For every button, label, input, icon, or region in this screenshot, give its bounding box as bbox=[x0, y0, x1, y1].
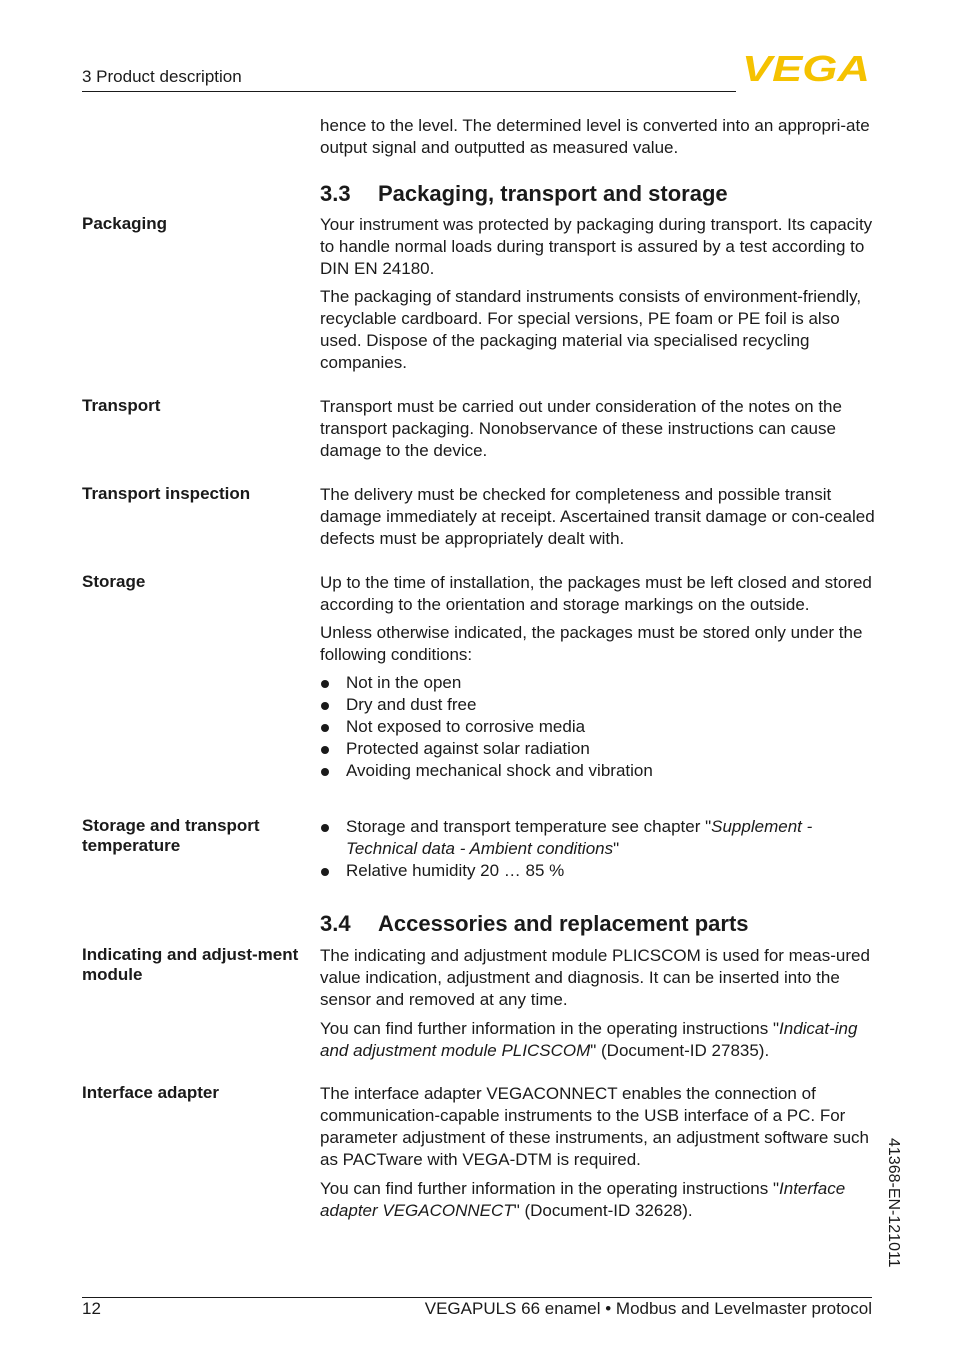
bullet-icon bbox=[321, 768, 329, 776]
running-header: 3 Product description bbox=[82, 67, 242, 86]
bullet-icon bbox=[321, 868, 329, 876]
adapter-text bbox=[320, 1083, 880, 1222]
section-title: Accessories and replacement parts bbox=[378, 911, 749, 936]
inspection-text: The delivery must be checked for completeness and possible transit damage immediately at receipt. Ascertained transit damage or con-cealed defects must be appropriately dealt with. bbox=[320, 485, 875, 548]
document-id: 41368-EN-121011 bbox=[885, 1138, 902, 1268]
footer-title: VEGAPULS 66 enamel • Modbus and Levelmaster protocol bbox=[424, 1299, 872, 1318]
section-heading-3-4 bbox=[320, 911, 749, 937]
margin-label-temperature: Storage and transport temperature bbox=[82, 816, 260, 855]
bullet-icon bbox=[321, 680, 329, 688]
list-item: Relative humidity 20 … 85 % bbox=[320, 860, 880, 882]
paragraph: The indicating and adjustment module PLICSCOM is used for meas-ured value indication, adjustment and diagnosis. It can be inserted into the sensor and removed at any time. bbox=[320, 946, 870, 1009]
paragraph: The interface adapter VEGACONNECT enables the connection of communication-capable instruments to the USB interface of a PC. For parameter adjustment of these instruments, an adjustment software such as PACTware with VEGA-DTM is required. bbox=[320, 1084, 869, 1169]
list-item: Not in the open bbox=[320, 672, 880, 694]
list-item: Storage and transport temperature see chapter "Supplement - Technical data - Ambient conditions" bbox=[320, 816, 880, 860]
intro-paragraph: hence to the level. The determined level is converted into an appropri-ate output signal and outputted as measured value. bbox=[320, 116, 870, 157]
paragraph: Your instrument was protected by packaging during transport. Its capacity to handle normal loads during transport is assured by a test according to DIN EN 24180. bbox=[320, 215, 873, 278]
list-item: Dry and dust free bbox=[320, 694, 880, 716]
temperature-list bbox=[320, 816, 880, 882]
margin-label-adapter: Interface adapter bbox=[82, 1083, 219, 1102]
page-number: 12 bbox=[82, 1299, 101, 1318]
list-item: Not exposed to corrosive media bbox=[320, 716, 880, 738]
paragraph: Unless otherwise indicated, the packages must be stored only under the following conditions: bbox=[320, 623, 863, 664]
section-number: 3.3 bbox=[320, 181, 351, 206]
section-number: 3.4 bbox=[320, 911, 351, 936]
transport-text: Transport must be carried out under consideration of the notes on the transport packaging. Nonobservance of these instructions can cause damage to the device. bbox=[320, 397, 842, 460]
paragraph: Up to the time of installation, the packages must be left closed and stored according to the orientation and storage markings on the outside. bbox=[320, 573, 872, 614]
list-item: Protected against solar radiation bbox=[320, 738, 880, 760]
list-item: Avoiding mechanical shock and vibration bbox=[320, 760, 880, 782]
header-divider bbox=[82, 91, 736, 92]
module-text bbox=[320, 945, 880, 1062]
vega-logo bbox=[742, 53, 872, 83]
packaging-text bbox=[320, 214, 880, 374]
margin-label-packaging: Packaging bbox=[82, 214, 168, 233]
section-heading-3-3 bbox=[320, 181, 728, 207]
bullet-icon bbox=[321, 724, 329, 732]
bullet-icon bbox=[321, 746, 329, 754]
footer-divider bbox=[82, 1297, 872, 1298]
paragraph: You can find further information in the operating instructions "Indicat-ing and adjustment module PLICSCOM" (Document-ID 27835). bbox=[320, 1019, 858, 1060]
margin-label-transport: Transport bbox=[82, 396, 161, 415]
bullet-icon bbox=[321, 824, 329, 832]
paragraph: You can find further information in the operating instructions "Interface adapter VEGACONNECT" (Document-ID 32628). bbox=[320, 1179, 846, 1220]
paragraph: The packaging of standard instruments consists of environment-friendly, recyclable cardboard. For special versions, PE foam or PE foil is also used. Dispose of the packaging material via specialised recycling companies. bbox=[320, 287, 862, 372]
margin-label-inspection: Transport inspection bbox=[82, 484, 251, 503]
temperature-text bbox=[320, 816, 880, 882]
svg-text:VEGA: VEGA bbox=[742, 53, 870, 83]
margin-label-storage: Storage bbox=[82, 572, 146, 591]
storage-conditions-list bbox=[320, 672, 880, 782]
storage-text bbox=[320, 572, 880, 782]
margin-label-module: Indicating and adjust-ment module bbox=[82, 945, 299, 984]
bullet-icon bbox=[321, 702, 329, 710]
section-title: Packaging, transport and storage bbox=[378, 181, 728, 206]
